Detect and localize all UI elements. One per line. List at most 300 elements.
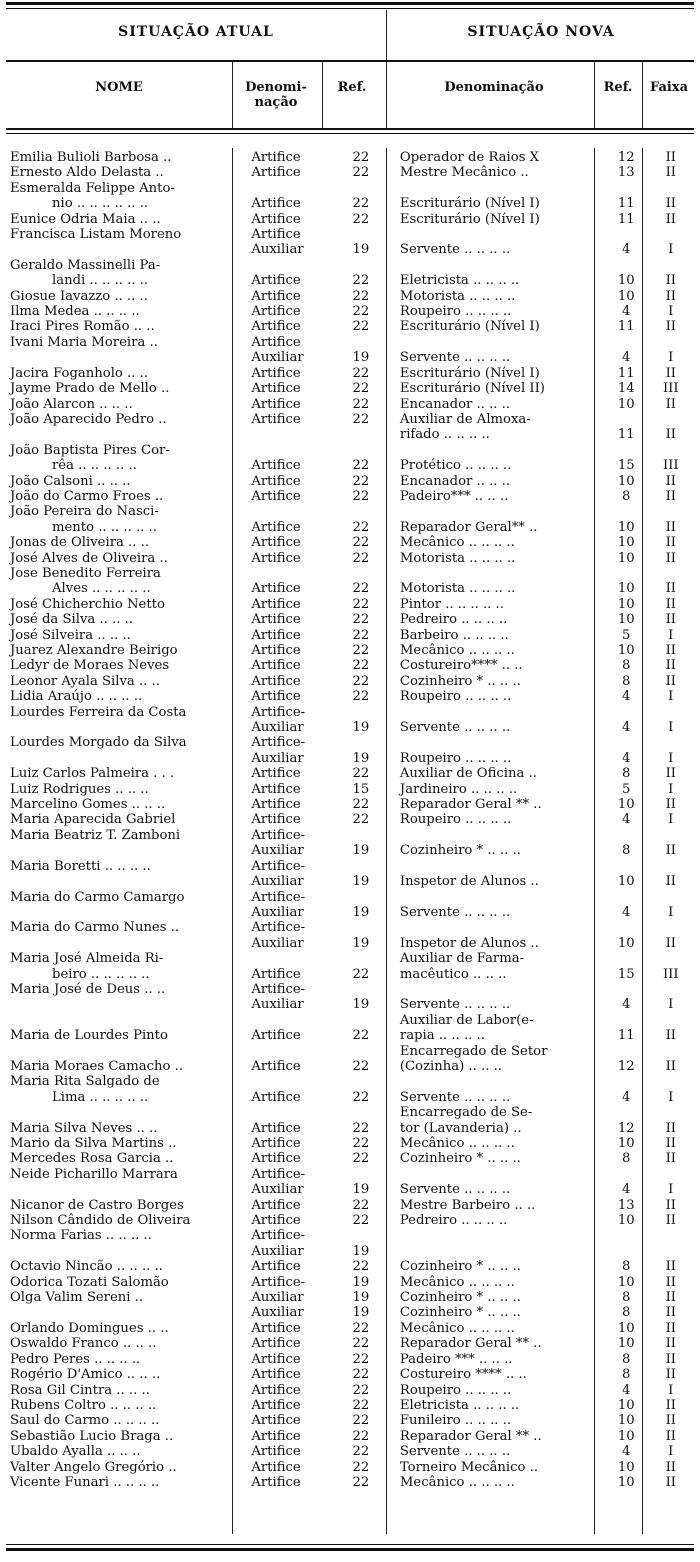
new-denomination-cell: Servente .. .. .. ..: [399, 1182, 511, 1198]
new-denomination-cell: Servente .. .. .. ..: [399, 904, 511, 920]
top-rule-thin: [6, 8, 694, 9]
table-row: [6, 1198, 694, 1213]
table-row: [6, 828, 694, 843]
name-cell: Jonas de Oliveira .. ..: [10, 535, 150, 551]
current-denomination-cell: Artifice: [251, 381, 301, 397]
name-cell: João Pereira do Nasci-: [10, 504, 159, 520]
new-denomination-cell: Reparador Geral ** ..: [399, 1336, 542, 1352]
name-cell: Lourdes Morgado da Silva: [10, 735, 187, 751]
faixa-cell: II: [665, 535, 676, 551]
table-row: [6, 535, 694, 550]
current-denomination-cell: Artifice: [251, 812, 301, 828]
name-cell: João do Carmo Froes ..: [10, 488, 164, 504]
new-denomination-cell: Pintor .. .. .. .. ..: [399, 596, 504, 612]
new-ref-cell: [605, 566, 648, 581]
current-ref-cell: 22: [352, 812, 370, 828]
new-ref-cell: 8: [622, 1151, 631, 1167]
table-row: [6, 1167, 694, 1182]
table-row: [6, 1028, 694, 1043]
table-row: [6, 735, 694, 750]
new-denomination-cell: Pedreiro .. .. .. ..: [399, 1213, 508, 1229]
faixa-cell: II: [665, 1197, 676, 1213]
name-cell: Maria José de Deus .. ..: [10, 981, 166, 997]
name-cell: Maria do Carmo Nunes ..: [10, 920, 180, 936]
name-cell: Eunice Odria Maia .. ..: [10, 211, 161, 227]
new-ref-cell: [605, 258, 648, 273]
current-denomination-cell: Artifice: [251, 1136, 301, 1151]
faixa-cell: I: [668, 689, 674, 705]
table-row: [6, 1305, 694, 1320]
new-denomination-cell: Escriturário (Nível I): [399, 211, 540, 227]
new-denomination-cell: [388, 181, 605, 196]
current-ref-cell: [334, 705, 388, 720]
new-ref-cell: [605, 1228, 648, 1243]
current-denomination-cell: [241, 443, 334, 458]
table-row: [6, 1136, 694, 1151]
col-header-denominacao-line1: Denomi-: [245, 80, 307, 95]
current-ref-cell: [334, 828, 388, 843]
new-denomination-cell: Encanador .. .. ..: [399, 396, 511, 412]
new-ref-cell: 4: [622, 304, 631, 320]
current-ref-cell: 22: [352, 1320, 370, 1336]
new-denomination-cell: Motorista .. .. .. ..: [399, 581, 516, 597]
current-denomination-cell: Artifice: [251, 1382, 301, 1398]
current-denomination-cell: Artifice: [251, 781, 301, 797]
table-row: [6, 674, 694, 689]
name-cell: [6, 1013, 241, 1028]
current-ref-cell: [334, 443, 388, 458]
new-ref-cell: 10: [617, 797, 635, 813]
table-row: [6, 612, 694, 627]
new-ref-cell: [605, 859, 648, 874]
new-denomination-cell: Motorista .. .. .. ..: [399, 550, 516, 566]
current-denomination-cell: Artifice: [251, 1320, 301, 1336]
current-ref-cell: 22: [352, 1351, 370, 1367]
current-denomination-cell: Artifice: [251, 1058, 301, 1074]
new-denomination-cell: Reparador Geral** ..: [399, 519, 538, 535]
new-denomination-cell: [388, 890, 605, 905]
current-ref-cell: [334, 982, 388, 997]
current-ref-cell: 22: [352, 288, 370, 304]
new-denomination-cell: Encarregado de Setor: [399, 1043, 548, 1059]
new-ref-cell: 10: [617, 1320, 635, 1336]
faixa-cell: II: [665, 550, 676, 566]
name-cell: [6, 581, 241, 596]
faixa-cell: [648, 951, 694, 966]
new-denomination-cell: Mecânico .. .. .. ..: [399, 535, 515, 551]
bottom-rule-thick: [6, 1548, 694, 1551]
current-denomination-cell: [241, 566, 334, 581]
new-denomination-cell: [388, 258, 605, 273]
faixa-cell: II: [665, 1259, 676, 1275]
name-cell: [6, 520, 241, 535]
new-ref-cell: 10: [617, 273, 635, 289]
current-ref-cell: [334, 1044, 388, 1059]
current-denomination-cell: Artifice: [251, 643, 301, 658]
new-ref-cell: 8: [622, 843, 631, 859]
faixa-cell: II: [665, 874, 676, 890]
current-ref-cell: 22: [352, 458, 370, 474]
name-cell: [6, 196, 241, 211]
current-denomination-cell: Auxiliar: [251, 997, 304, 1013]
table-row: [6, 843, 694, 858]
current-denomination-cell: [241, 1074, 334, 1089]
current-denomination-cell: Auxiliar: [251, 350, 304, 366]
table-row: [6, 1475, 694, 1490]
new-ref-cell: 10: [617, 1336, 635, 1352]
name-cell: [6, 427, 241, 442]
current-ref-cell: 22: [352, 396, 370, 412]
current-ref-cell: 22: [352, 596, 370, 612]
table-row: [6, 1090, 694, 1105]
new-denomination-cell: Servente .. .. .. ..: [399, 997, 511, 1013]
new-ref-cell: 4: [622, 812, 631, 828]
current-denomination-cell: Artifice: [251, 211, 301, 227]
table-row: [6, 967, 694, 982]
faixa-cell: II: [665, 196, 676, 212]
faixa-cell: [648, 1105, 694, 1120]
faixa-cell: II: [665, 519, 676, 535]
new-denomination-cell: Cozinheiro * .. .. ..: [399, 673, 521, 689]
new-ref-cell: [605, 412, 648, 427]
table-row: [6, 1121, 694, 1136]
current-ref-cell: 22: [352, 165, 370, 181]
new-denomination-cell: Pedreiro .. .. .. ..: [399, 612, 508, 628]
current-denomination-cell: Artifice: [251, 1336, 301, 1352]
name-cell: Vicente Funari .. .. .. ..: [10, 1474, 160, 1490]
faixa-cell: II: [665, 596, 676, 612]
name-cell: Octavio Nincão .. .. .. ..: [10, 1259, 163, 1275]
name-cell: [6, 242, 241, 257]
faixa-cell: [648, 227, 694, 242]
new-ref-cell: 4: [622, 904, 631, 920]
new-ref-cell: 5: [622, 627, 631, 643]
faixa-cell: II: [665, 150, 676, 165]
new-ref-cell: 10: [617, 1274, 635, 1290]
header-rule-1: [6, 128, 694, 130]
name-cell: Mario da Silva Martins ..: [10, 1136, 177, 1151]
current-ref-cell: 22: [352, 1459, 370, 1475]
new-ref-cell: 8: [622, 488, 631, 504]
col-divider-ref-head: [386, 62, 387, 128]
new-ref-cell: 10: [617, 1397, 635, 1413]
name-cell: Jayme Prado de Mello ..: [10, 381, 170, 397]
col-header-denominacao-line2: nação: [254, 95, 298, 110]
faixa-cell: II: [665, 1120, 676, 1136]
current-denomination-cell: Artifice: [251, 458, 301, 474]
faixa-cell: I: [668, 997, 674, 1013]
name-cell: Oswaldo Franco .. .. ..: [10, 1336, 157, 1352]
faixa-cell: I: [668, 781, 674, 797]
table-row: [6, 797, 694, 812]
table-row: [6, 1367, 694, 1382]
new-denomination-cell: Servente .. .. .. ..: [399, 350, 511, 366]
current-denomination-cell: [241, 1044, 334, 1059]
new-ref-cell: 10: [617, 1413, 635, 1429]
current-denomination-cell: Artifice: [251, 1259, 301, 1275]
table-row: [6, 997, 694, 1012]
name-cell: José Silveira .. .. ..: [10, 627, 131, 643]
table-row: [6, 1213, 694, 1228]
name-cell: Iraci Pires Romão .. ..: [10, 319, 155, 335]
new-denomination-cell: Operador de Raios X: [399, 150, 540, 165]
name-cell: Valter Angelo Gregório ..: [10, 1459, 177, 1475]
current-denomination-cell: Artifice: [251, 1444, 301, 1460]
new-ref-cell: 4: [622, 689, 631, 705]
new-denomination-cell: Escriturário (Nível II): [399, 381, 545, 397]
table-row: [6, 597, 694, 612]
faixa-cell: II: [665, 1474, 676, 1490]
current-ref-cell: 19: [352, 1274, 370, 1290]
current-ref-cell: 22: [352, 550, 370, 566]
new-denomination-cell: Servente .. .. .. ..: [399, 720, 511, 736]
current-ref-cell: [334, 504, 388, 519]
faixa-cell: II: [665, 427, 676, 443]
current-denomination-cell: Artifice: [251, 227, 301, 243]
current-denomination-cell: Artifice: [251, 396, 301, 412]
faixa-cell: II: [665, 473, 676, 489]
current-ref-cell: 22: [352, 766, 370, 782]
header-rule-2: [6, 133, 694, 134]
current-denomination-cell: Artifice-: [251, 858, 306, 874]
new-ref-cell: 8: [622, 1367, 631, 1383]
new-denomination-cell: Padeiro*** .. .. ..: [399, 488, 509, 504]
new-denomination-cell: [388, 920, 605, 935]
section-divider: [386, 10, 387, 60]
current-ref-cell: 22: [352, 1474, 370, 1490]
table-row: [6, 1182, 694, 1197]
faixa-cell: [648, 859, 694, 874]
section-title-current: SITUAÇÃO ATUAL: [118, 24, 274, 40]
name-cell: Ivani Maria Moreira ..: [10, 334, 158, 350]
new-denomination-cell: Funileiro .. .. .. ..: [399, 1413, 512, 1429]
faixa-cell: II: [665, 319, 676, 335]
name-cell: [6, 1305, 241, 1320]
new-ref-cell: 10: [617, 1428, 635, 1444]
faixa-cell: III: [662, 458, 679, 474]
top-rule-thick: [6, 2, 694, 5]
faixa-cell: II: [665, 1058, 676, 1074]
name-continuation: Lima .. .. .. .. ..: [52, 1089, 149, 1105]
new-ref-cell: 4: [622, 720, 631, 736]
new-ref-cell: 12: [617, 1058, 635, 1074]
new-denomination-cell: [388, 504, 605, 519]
col-header-denominacao: [234, 80, 318, 110]
current-denomination-cell: Artifice: [251, 550, 301, 566]
current-ref-cell: [334, 1105, 388, 1120]
faixa-cell: I: [668, 350, 674, 366]
current-denomination-cell: [241, 427, 334, 442]
faixa-cell: II: [665, 1290, 676, 1306]
name-cell: Lourdes Ferreira da Costa: [10, 704, 187, 720]
current-ref-cell: 19: [352, 874, 370, 890]
current-denomination-cell: Artifice: [251, 304, 301, 320]
new-ref-cell: 8: [622, 1351, 631, 1367]
new-denomination-cell: Barbeiro .. .. .. ..: [399, 627, 509, 643]
current-ref-cell: 22: [352, 797, 370, 813]
current-denomination-cell: [241, 258, 334, 273]
current-ref-cell: [334, 227, 388, 242]
name-cell: Mercedes Rosa Garcia ..: [10, 1151, 174, 1167]
new-ref-cell: 10: [617, 1474, 635, 1490]
table-row: [6, 1429, 694, 1444]
name-continuation: landi .. .. .. .. ..: [52, 273, 149, 289]
current-ref-cell: [334, 1228, 388, 1243]
table-row: [6, 1321, 694, 1336]
faixa-cell: II: [665, 1336, 676, 1352]
name-cell: [6, 874, 241, 889]
name-continuation: Alves .. .. .. .. ..: [52, 581, 151, 597]
current-denomination-cell: Artifice: [251, 1213, 301, 1229]
table-row: [6, 1244, 694, 1259]
current-ref-cell: 22: [352, 196, 370, 212]
new-denomination-cell: Cozinheiro * .. .. ..: [399, 843, 521, 859]
table-row: [6, 165, 694, 180]
new-denomination-cell: [388, 443, 605, 458]
current-ref-cell: 22: [352, 150, 370, 165]
current-denomination-cell: Artifice: [251, 288, 301, 304]
new-denomination-cell: Cozinheiro * .. .. ..: [399, 1259, 521, 1275]
name-cell: João Baptista Pires Cor-: [10, 442, 170, 458]
new-denomination-cell: Mestre Barbeiro .. ..: [399, 1197, 536, 1213]
faixa-cell: [648, 1013, 694, 1028]
current-denomination-cell: Artifice: [251, 334, 301, 350]
table-row: [6, 890, 694, 905]
new-denomination-cell: Mecânico .. .. .. ..: [399, 1474, 515, 1490]
new-ref-cell: 10: [617, 288, 635, 304]
current-denomination-cell: Artifice: [251, 1413, 301, 1429]
new-denomination-cell: Auxiliar de Oficina ..: [399, 766, 537, 782]
current-ref-cell: [334, 920, 388, 935]
section-rule: [6, 60, 694, 62]
faixa-cell: I: [668, 1182, 674, 1198]
table-row: [6, 273, 694, 288]
name-cell: [6, 350, 241, 365]
col-divider-den2-head: [594, 62, 595, 128]
new-ref-cell: 10: [617, 396, 635, 412]
table-row: [6, 366, 694, 381]
table-row: [6, 242, 694, 257]
new-denomination-cell: Cozinheiro * .. .. ..: [399, 1290, 521, 1306]
current-denomination-cell: Artifice: [251, 627, 301, 643]
new-ref-cell: [605, 735, 648, 750]
faixa-cell: [648, 1044, 694, 1059]
faixa-cell: II: [665, 1136, 676, 1151]
new-ref-cell: 11: [617, 427, 635, 443]
table-row: [6, 812, 694, 827]
new-ref-cell: [605, 890, 648, 905]
name-cell: [6, 997, 241, 1012]
name-cell: Pedro Peres .. .. .. ..: [10, 1351, 141, 1367]
faixa-cell: II: [665, 935, 676, 951]
new-ref-cell: 11: [617, 365, 635, 381]
name-cell: Giosue Iavazzo .. .. ..: [10, 288, 148, 304]
new-ref-cell: 8: [622, 1290, 631, 1306]
faixa-cell: II: [665, 396, 676, 412]
section-title-new: SITUAÇÃO NOVA: [467, 24, 615, 40]
table-row: [6, 1383, 694, 1398]
table-row: [6, 1352, 694, 1367]
new-ref-cell: 4: [622, 1182, 631, 1198]
new-ref-cell: [605, 1105, 648, 1120]
current-ref-cell: 22: [352, 1382, 370, 1398]
current-ref-cell: [334, 1167, 388, 1182]
faixa-cell: [648, 258, 694, 273]
current-denomination-cell: [241, 951, 334, 966]
new-denomination-cell: Mecânico .. .. .. ..: [399, 1136, 515, 1151]
current-ref-cell: 22: [352, 304, 370, 320]
current-ref-cell: 22: [352, 1058, 370, 1074]
new-ref-cell: 13: [617, 165, 635, 181]
new-denomination-cell: Servente .. .. .. ..: [399, 1089, 511, 1105]
table-row: [6, 335, 694, 350]
table-row: [6, 319, 694, 334]
new-denomination-cell: Torneiro Mecânico ..: [399, 1459, 539, 1475]
current-ref-cell: 22: [352, 658, 370, 674]
current-denomination-cell: Artifice: [251, 196, 301, 212]
current-ref-cell: 19: [352, 843, 370, 859]
current-denomination-cell: Artifice: [251, 797, 301, 813]
new-denomination-cell: Eletricista .. .. .. ..: [399, 1397, 520, 1413]
table-row: [6, 397, 694, 412]
new-denomination-cell: Cozinheiro * .. .. ..: [399, 1151, 521, 1167]
faixa-cell: III: [662, 381, 679, 397]
new-ref-cell: 10: [617, 874, 635, 890]
current-denomination-cell: Artifice: [251, 411, 301, 427]
faixa-cell: II: [665, 843, 676, 859]
new-denomination-cell: Jardineiro .. .. .. ..: [399, 781, 518, 797]
new-ref-cell: 10: [617, 1459, 635, 1475]
faixa-cell: I: [668, 812, 674, 828]
current-denomination-cell: Artifice: [251, 581, 301, 597]
faixa-cell: [648, 890, 694, 905]
faixa-cell: II: [665, 581, 676, 597]
current-denomination-cell: Artifice: [251, 1428, 301, 1444]
faixa-cell: II: [665, 1428, 676, 1444]
current-denomination-cell: Artifice: [251, 1351, 301, 1367]
current-ref-cell: 22: [352, 488, 370, 504]
table-row: [6, 1275, 694, 1290]
new-denomination-cell: Mestre Mecânico ..: [399, 165, 529, 181]
current-denomination-cell: Auxiliar: [251, 750, 304, 766]
name-cell: Maria Rita Salgado de: [10, 1074, 160, 1090]
new-denomination-cell: Roupeiro .. .. .. ..: [399, 304, 512, 320]
current-denomination-cell: Artifice: [251, 165, 301, 181]
personnel-table: [6, 150, 694, 1490]
current-ref-cell: 19: [352, 1182, 370, 1198]
new-ref-cell: [605, 1013, 648, 1028]
current-denomination-cell: Artifice: [251, 473, 301, 489]
name-cell: Nilson Cândido de Oliveira: [10, 1213, 191, 1229]
new-ref-cell: [605, 227, 648, 242]
name-cell: [6, 751, 241, 766]
current-denomination-cell: Artifice: [251, 966, 301, 982]
faixa-cell: II: [665, 1320, 676, 1336]
current-denomination-cell: Auxiliar: [251, 1182, 304, 1198]
current-ref-cell: 22: [352, 1259, 370, 1275]
name-cell: Saul do Carmo .. .. .. ..: [10, 1413, 160, 1429]
current-ref-cell: 22: [352, 1120, 370, 1136]
current-denomination-cell: Artifice: [251, 519, 301, 535]
table-row: [6, 181, 694, 196]
current-denomination-cell: Artifice-: [251, 920, 306, 936]
current-denomination-cell: Artifice-: [251, 704, 306, 720]
new-ref-cell: 4: [622, 1444, 631, 1460]
new-ref-cell: 8: [622, 673, 631, 689]
personnel-table-body: [6, 150, 694, 1490]
name-cell: Juarez Alexandre Beirigo: [10, 643, 178, 658]
faixa-cell: II: [665, 1367, 676, 1383]
